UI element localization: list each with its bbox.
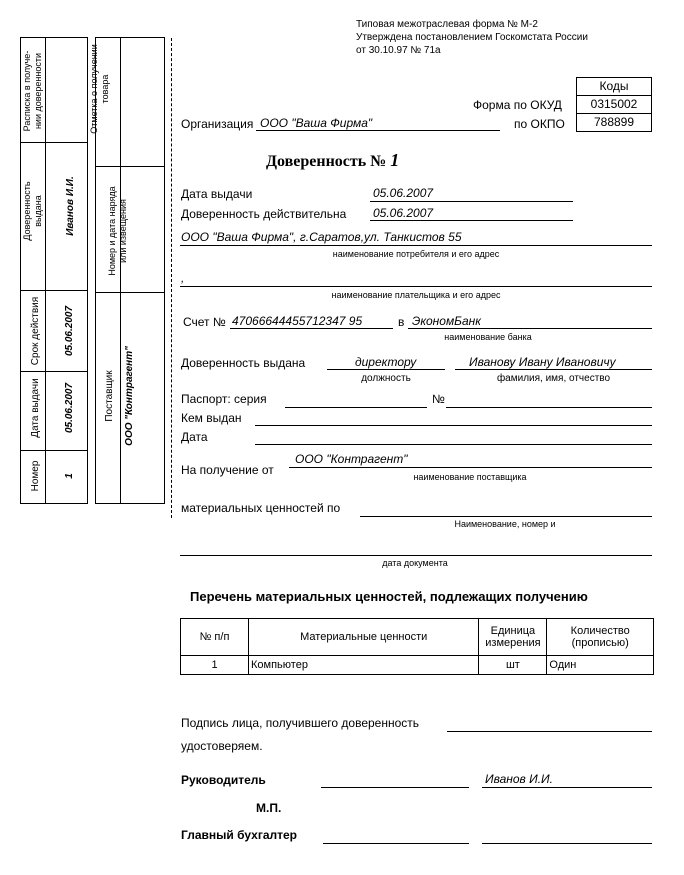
passport-issued-label: Кем выдан (181, 411, 242, 425)
account-value: 47066644455712347 95 (232, 314, 363, 328)
stub-issued-to-value: Иванов И.И. (65, 176, 76, 236)
form-header-line2: Утверждена постановлением Госкомстата России (356, 32, 588, 43)
okpo-code: 788899 (577, 113, 651, 131)
account-in: в (398, 315, 405, 329)
receive-value: ООО "Контрагент" (295, 452, 408, 466)
form-header-line3: от 30.10.97 № 71а (356, 45, 441, 56)
payer-value: , (181, 271, 185, 285)
valid-value: 05.06.2007 (373, 206, 434, 220)
issued-to-label: Доверенность выдана (181, 356, 306, 370)
accountant-label: Главный бухгалтер (181, 828, 298, 842)
consumer-caption: наименование потребителя и его адрес (332, 249, 500, 259)
valid-label: Доверенность действительна (181, 207, 347, 221)
consumer-value: ООО "Ваша Фирма", г.Саратов,ул. Танкистов 55 (181, 230, 462, 244)
name-caption: фамилия, имя, отчество (496, 373, 611, 384)
stub-validity-value: 05.06.2007 (64, 305, 75, 357)
stub-validity-label: Срок действия (30, 296, 41, 366)
list-title: Перечень материальных ценностей, подлежащих получению (190, 589, 588, 604)
col-valuables: Материальные ценности (249, 619, 479, 656)
head-label: Руководитель (181, 773, 266, 787)
stub-receipt-label: Расписка в получе- нии доверенности (22, 50, 43, 132)
passport-num-label: № (432, 392, 445, 406)
signature-line1: Подпись лица, получившего доверенность (181, 716, 420, 730)
passport-series-label: Паспорт: серия (181, 392, 267, 406)
stub-date-label: Дата выдачи (30, 378, 41, 438)
stamp-mp: М.П. (256, 801, 282, 815)
form-header-line1: Типовая межотраслевая форма № М-2 (356, 19, 538, 30)
okpo-label: по ОКПО (514, 117, 565, 131)
table-row: 1 Компьютер шт Один (181, 656, 654, 675)
org-label: Организация (181, 117, 254, 131)
col-unit: Единица измерения (479, 619, 547, 656)
okud-code: 0315002 (577, 95, 651, 113)
page-title: Доверенность № 1 (266, 150, 400, 170)
stub-number-label: Номер (30, 460, 41, 492)
okud-label: Форма по ОКУД (473, 98, 562, 112)
bank-value: ЭкономБанк (412, 314, 481, 328)
stub-goods-mark-label: Отметка о получении товара (89, 44, 110, 134)
stub-supplier-value: ООО "Контрагент" (124, 346, 135, 446)
codes-box (576, 77, 652, 132)
valuables-table (180, 618, 654, 675)
signature-line2: удостоверяем. (181, 739, 263, 753)
stub-issued-to-label: Доверенность выдана (22, 181, 43, 241)
col-quantity: Количество (прописью) (547, 619, 654, 656)
issued-to-name: Иванову Ивану Ивановичу (469, 355, 616, 369)
stub-date-value: 05.06.2007 (64, 382, 75, 434)
codes-title: Коды (599, 79, 629, 93)
head-name: Иванов И.И. (485, 772, 553, 786)
issue-date-label: Дата выдачи (181, 187, 253, 201)
stub-number-value: 1 (64, 473, 75, 479)
issue-date-value: 05.06.2007 (373, 186, 434, 200)
stub-order-label: Номер и дата наряда или извещения (107, 186, 128, 276)
position-caption: должность (361, 373, 411, 384)
account-label: Счет № (183, 315, 226, 329)
receive-label: На получение от (181, 463, 274, 477)
payer-caption: наименование плательщика и его адрес (331, 290, 501, 300)
issued-to-position: директору (355, 355, 417, 369)
org-value: ООО "Ваша Фирма" (260, 116, 373, 130)
col-number: № п/п (181, 619, 249, 656)
stub-supplier-label: Поставщик (104, 370, 115, 422)
valuables-label: материальных ценностей по (181, 501, 341, 515)
cut-line (171, 38, 172, 518)
passport-date-label: Дата (181, 430, 208, 444)
document-date-caption: дата документа (382, 558, 448, 568)
bank-caption: наименование банка (444, 332, 532, 342)
valuables-caption: Наименование, номер и (454, 519, 556, 529)
supplier-caption: наименование поставщика (413, 472, 527, 482)
